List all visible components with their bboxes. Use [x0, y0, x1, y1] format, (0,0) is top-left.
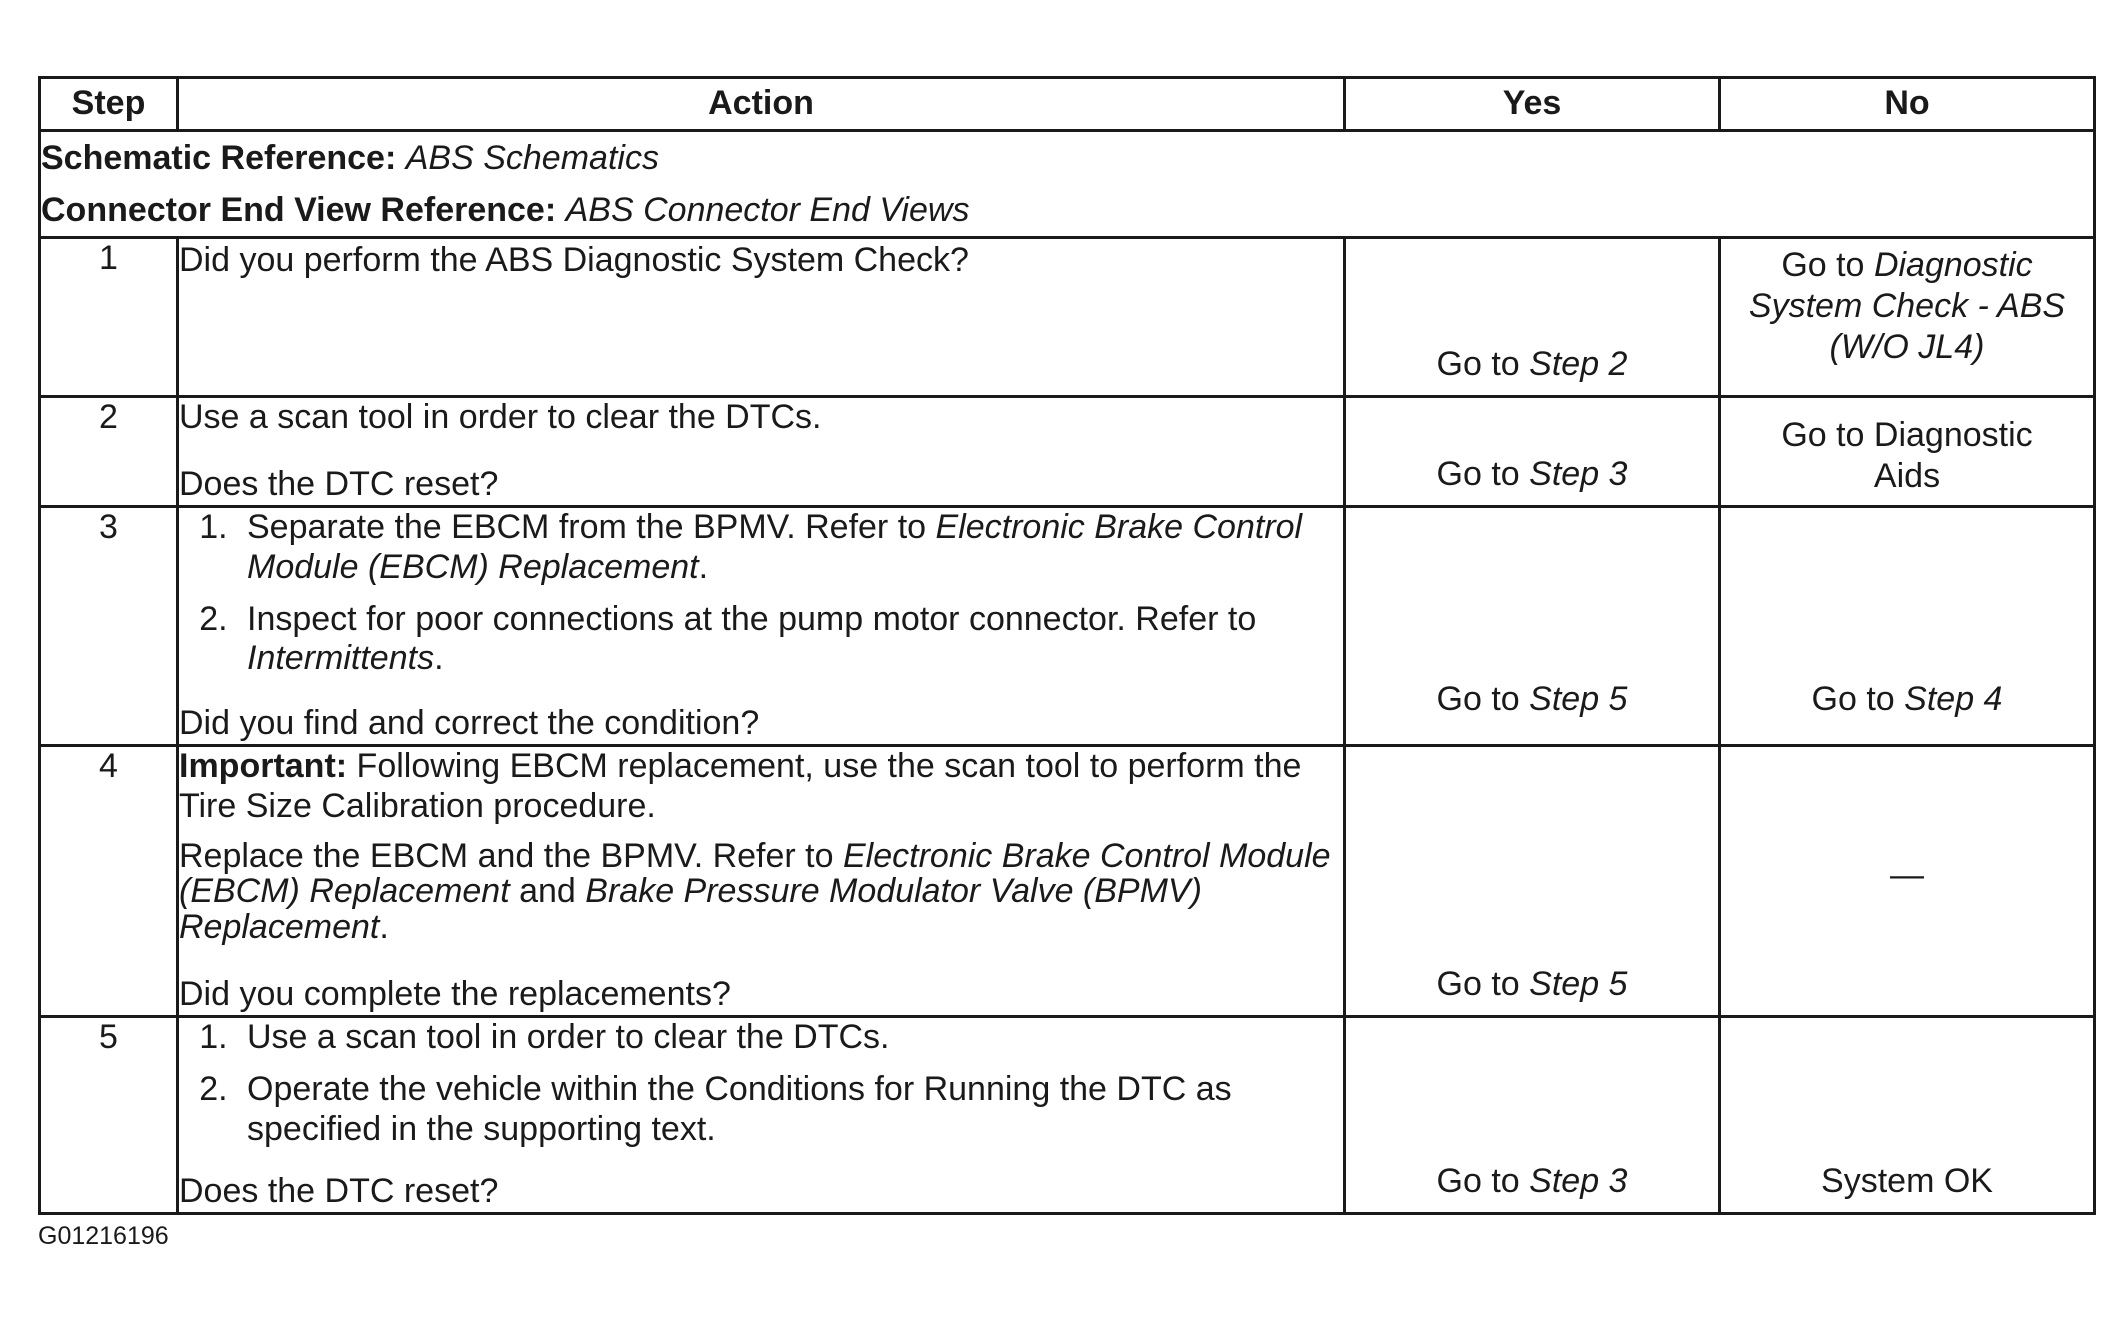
ebcm-replacement-link[interactable]: Electronic Brake Control Module (EBCM) Replacement — [179, 836, 1331, 911]
important-label: Important: — [179, 747, 348, 785]
yes-prefix: Go to — [1436, 345, 1520, 384]
table-row-step-4 — [40, 746, 2095, 1017]
no-content — [1721, 747, 2093, 1015]
replace-and: and — [519, 872, 576, 911]
yes-cell — [1345, 746, 1720, 1017]
ebcm-replacement-link[interactable]: Electronic Brake Control Module (EBCM) Replacement — [247, 508, 1303, 586]
yes-step-link[interactable]: Step 2 — [1529, 345, 1628, 384]
yes-prefix: Go to — [1436, 680, 1520, 719]
action-cell — [178, 746, 1345, 1017]
action-question: Did you complete the replacements? — [179, 975, 731, 1014]
bpmv-replacement-link[interactable]: Brake Pressure Modulator Valve (BPMV) Replacement — [179, 872, 1202, 946]
diagnostic-table — [38, 76, 2096, 1215]
action-cell — [178, 1017, 1345, 1214]
action-question: Does the DTC reset? — [179, 465, 499, 504]
no-diagnostic-link[interactable]: Diagnostic System Check - ABS (W/O JL4) — [1748, 246, 2066, 366]
list-item-text: Separate the EBCM from the BPMV. Refer to — [247, 508, 927, 546]
list-item: 1. Use a scan tool in order to clear the DTCs. — [237, 1018, 1343, 1058]
action-cell — [178, 507, 1345, 746]
step-number: 5 — [40, 1017, 178, 1214]
schematic-reference-label: Schematic Reference: — [41, 139, 397, 177]
action-body — [179, 747, 1343, 1015]
no-cell — [1720, 238, 2095, 397]
no-step-link[interactable]: Step 4 — [1904, 680, 2003, 719]
yes-cell — [1345, 507, 1720, 746]
replace-suffix: . — [379, 907, 389, 946]
action-question: Did you find and correct the condition? — [179, 704, 760, 743]
step-number: 2 — [40, 397, 178, 507]
yes-cell — [1345, 1017, 1720, 1214]
no-cell — [1720, 746, 2095, 1017]
list-item: 2. Operate the vehicle within the Conditions for Running the DTC as specified in the supporting text. — [237, 1070, 1343, 1150]
table-row-step-3 — [40, 507, 2095, 746]
yes-cell — [1345, 397, 1720, 507]
action-list — [179, 508, 1343, 683]
reference-row — [40, 131, 2095, 238]
yes-prefix: Go to — [1436, 455, 1520, 494]
action-question: Does the DTC reset? — [179, 1172, 499, 1211]
yes-cell — [1345, 238, 1720, 397]
no-cell — [1720, 397, 2095, 507]
list-item-suffix: . — [434, 639, 444, 678]
no-content — [1721, 239, 2093, 395]
yes-step-link[interactable]: Step 5 — [1529, 965, 1628, 1004]
header-yes: Yes — [1345, 78, 1720, 131]
yes-prefix: Go to — [1436, 965, 1520, 1004]
header-no: No — [1720, 78, 2095, 131]
list-item — [237, 600, 1343, 680]
yes-prefix: Go to — [1436, 1162, 1520, 1201]
table-row-step-5 — [40, 1017, 2095, 1214]
figure-id: G01216196 — [38, 1222, 169, 1250]
yes-content — [1346, 747, 1718, 1015]
system-ok-text: System OK — [1821, 1162, 1993, 1201]
header-action: Action — [178, 78, 1345, 131]
header-step: Step — [40, 78, 178, 131]
yes-content — [1346, 398, 1718, 505]
schematic-reference — [41, 132, 2093, 184]
no-content — [1721, 1018, 2093, 1212]
yes-step-link[interactable]: Step 5 — [1529, 680, 1628, 719]
important-note — [179, 747, 1343, 827]
table-row-step-2 — [40, 397, 2095, 507]
step-number: 3 — [40, 507, 178, 746]
action-cell — [178, 238, 1345, 397]
no-prefix: Go to — [1781, 246, 1865, 284]
yes-content — [1346, 239, 1718, 395]
important-text: Following EBCM replacement, use the scan tool to perform the Tire Size Calibration procedure. — [179, 747, 1302, 825]
replace-instruction — [179, 836, 1343, 946]
no-prefix: Go to — [1811, 680, 1895, 719]
schematic-reference-link[interactable]: ABS Schematics — [405, 139, 659, 177]
step-number: 4 — [40, 746, 178, 1017]
no-cell — [1720, 1017, 2095, 1214]
list-item-text: Inspect for poor connections at the pump motor connector. Refer to — [247, 599, 1257, 638]
action-body — [179, 1018, 1343, 1212]
action-body — [179, 508, 1343, 744]
no-content — [1721, 398, 2093, 505]
action-list — [179, 1018, 1343, 1153]
header-row — [40, 78, 2095, 131]
action-question: Did you perform the ABS Diagnostic System Check? — [179, 241, 969, 279]
yes-step-link[interactable]: Step 3 — [1529, 1162, 1628, 1201]
action-body — [179, 398, 1343, 505]
action-text: Use a scan tool in order to clear the DTCs. — [179, 398, 822, 436]
list-item-suffix: . — [698, 547, 709, 586]
yes-step-link[interactable]: Step 3 — [1529, 455, 1628, 494]
list-item — [237, 508, 1343, 588]
connector-reference — [41, 184, 2093, 236]
yes-content — [1346, 1018, 1718, 1212]
intermittents-link[interactable]: Intermittents — [247, 639, 435, 678]
no-content — [1721, 508, 2093, 744]
connector-reference-label: Connector End View Reference: — [41, 191, 557, 229]
no-dash: — — [1890, 856, 1924, 895]
action-cell — [178, 397, 1345, 507]
no-diagnostic-aids-link[interactable]: Go to Diagnostic Aids — [1781, 415, 2033, 495]
replace-text: Replace the EBCM and the BPMV. Refer to — [179, 836, 834, 875]
no-cell — [1720, 507, 2095, 746]
connector-reference-link[interactable]: ABS Connector End Views — [565, 191, 970, 229]
diagnostic-table-sheet — [38, 76, 2096, 1215]
step-number: 1 — [40, 238, 178, 397]
reference-cell — [40, 131, 2095, 238]
yes-content — [1346, 508, 1718, 744]
table-row-step-1 — [40, 238, 2095, 397]
